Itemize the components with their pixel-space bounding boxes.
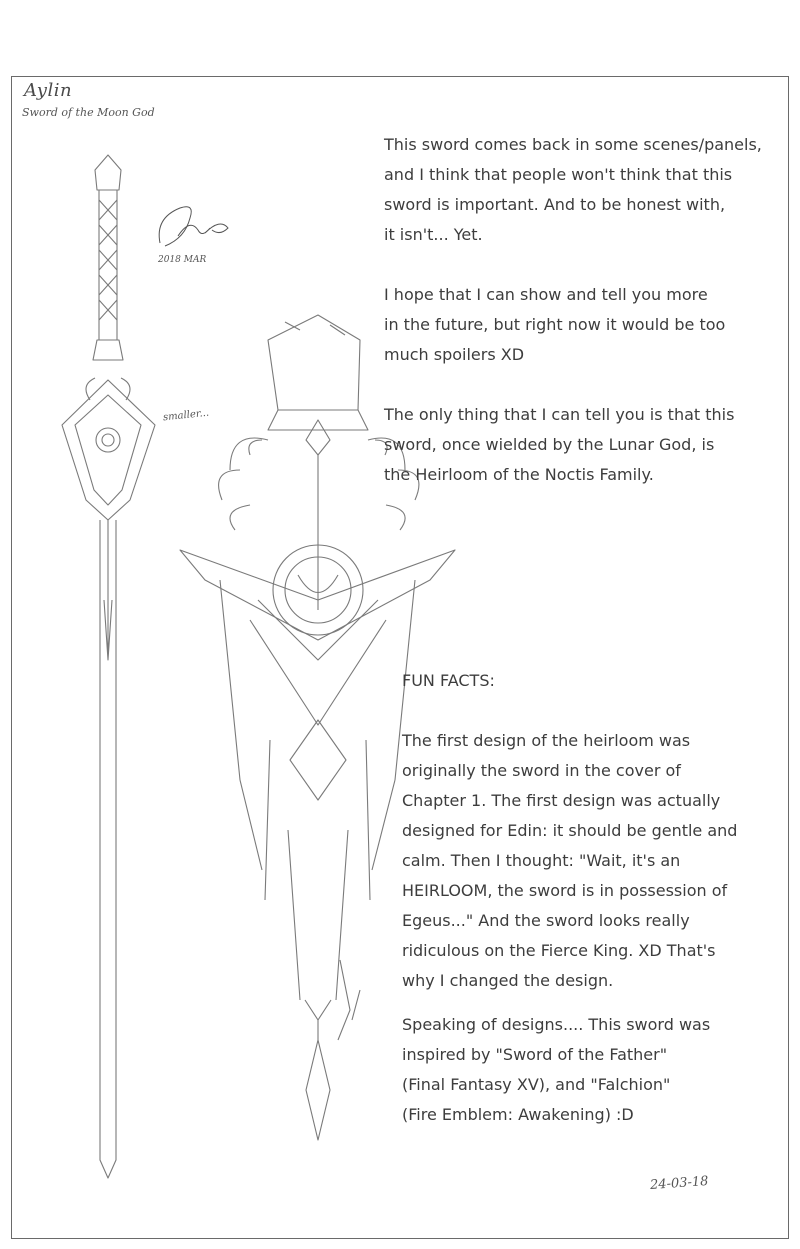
page-title: Aylin bbox=[24, 80, 73, 101]
text-line: designed for Edin: it should be gentle and bbox=[402, 821, 738, 840]
text-line: sword, once wielded by the Lunar God, is bbox=[384, 435, 715, 454]
text-line: inspired by "Sword of the Father" bbox=[402, 1045, 668, 1064]
text-line: Speaking of designs.... This sword was bbox=[402, 1015, 711, 1034]
text-line: The only thing that I can tell you is that this bbox=[384, 405, 735, 424]
text-line: HEIRLOOM, the sword is in possession of bbox=[402, 881, 728, 900]
text-line: This sword comes back in some scenes/panels, bbox=[384, 135, 762, 154]
spoilers-paragraph bbox=[384, 280, 725, 370]
text-line: originally the sword in the cover of bbox=[402, 761, 681, 780]
text-line: sword is important. And to be honest with, bbox=[384, 195, 726, 214]
text-line: (Final Fantasy XV), and "Falchion" bbox=[402, 1075, 671, 1094]
text-line: Egeus..." And the sword looks really bbox=[402, 911, 690, 930]
designs-paragraph bbox=[402, 1010, 710, 1130]
text-line: why I changed the design. bbox=[402, 971, 614, 990]
fun-facts-paragraph bbox=[402, 726, 737, 996]
text-line: and I think that people won't think that this bbox=[384, 165, 733, 184]
heirloom-paragraph bbox=[384, 400, 734, 490]
text-line: The first design of the heirloom was bbox=[402, 731, 691, 750]
signature-date: 2018 MAR bbox=[158, 255, 207, 265]
text-line: ridiculous on the Fierce King. XD That's bbox=[402, 941, 716, 960]
text-line: calm. Then I thought: "Wait, it's an bbox=[402, 851, 681, 870]
text-line: Chapter 1. The first design was actually bbox=[402, 791, 721, 810]
text-line: the Heirloom of the Noctis Family. bbox=[384, 465, 654, 484]
text-line: much spoilers XD bbox=[384, 345, 525, 364]
text-line: I hope that I can show and tell you more bbox=[384, 285, 708, 304]
page-subtitle: Sword of the Moon God bbox=[22, 106, 155, 119]
intro-paragraph bbox=[384, 130, 762, 250]
smaller-note: smaller... bbox=[162, 407, 210, 424]
small-sword-sketch bbox=[62, 155, 155, 1178]
artist-signature bbox=[150, 188, 236, 268]
text-line: it isn't... Yet. bbox=[384, 225, 483, 244]
text-line: in the future, but right now it would be too bbox=[384, 315, 726, 334]
page-date: 24-03-18 bbox=[649, 1173, 709, 1194]
text-line: (Fire Emblem: Awakening) :D bbox=[402, 1105, 634, 1124]
fun-facts-heading: FUN FACTS: bbox=[402, 671, 495, 690]
